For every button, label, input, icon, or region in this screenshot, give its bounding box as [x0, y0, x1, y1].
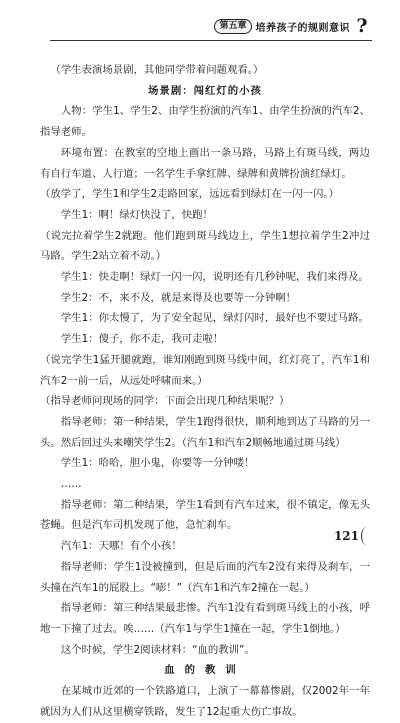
page-number-ornament [361, 527, 372, 545]
paragraph: （说完拉着学生2就跑。他们跑到斑马线边上，学生1想拉着学生2冲过马路。学生2站立着不动。） [40, 229, 370, 263]
paragraph: 学生1：你太慢了，为了安全起见，绿灯闪时，最好也不要过马路。 [60, 312, 369, 325]
paragraph: 指导老师：第二种结果，学生1看到有汽车过来，很不镇定，像无头苍蝇。但是汽车司机发现了他，急忙刹车。 [40, 498, 370, 532]
page-body [40, 60, 370, 723]
chapter-title: 培养孩子的规则意识 [255, 22, 350, 34]
paragraph: （说完学生1猛开腿就跑，谁知刚跑到斑马线中间，红灯亮了，汽车1和汽车2一前一后，从远处呼啸而来。） [40, 353, 370, 387]
header-divider [50, 40, 372, 41]
page-number [334, 527, 372, 545]
paragraph: 在某城市近郊的一个铁路道口，上演了一幕幕惨剧，仅2002年一年就因为人们从这里横穿铁路，发生了12起重大伤亡事故。 [40, 685, 370, 718]
page-header [214, 16, 370, 36]
paragraph: 指导老师：第三种结果最悲惨。汽车1没有看到斑马线上的小孩，呼地一下撞了过去。唉……（汽车1与学生1撞在一起，学生1倒地。） [40, 602, 370, 635]
paragraph: 指导老师：学生1没被撞到，但是后面的汽车2没有来得及刹车，一头撞在汽车1的屁股上。“嘭！”（汽车1和汽车2撞在一起。） [40, 560, 370, 594]
paragraph: 指导老师：第一种结果，学生1跑得很快，顺利地到达了马路的另一头。然后回过头来嘲笑学生2。（汽车1和汽车2顺畅地通过斑马线） [40, 415, 370, 449]
paragraph: （学生表演场景剧，其他同学带着问题观看。） [50, 64, 264, 76]
page-number-text: 121 [333, 529, 359, 543]
paragraph: 学生1：傻子，你不走，我可走啦！ [60, 333, 224, 346]
paragraph: 学生2：不，来不及，就是来得及也要等一分钟啊！ [60, 291, 296, 304]
paragraph: （放学了，学生1和学生2走路回家，远远看到绿灯在一闪一闪。） [40, 188, 339, 201]
ellipsis-line: …… [60, 478, 82, 491]
paragraph: 环境布置：在教室的空地上画出一条马路，马路上有斑马线，两边有自行车道、人行道；一名学生手拿红牌、绿牌和黄牌扮演红绿灯。 [40, 146, 370, 180]
paragraph: 学生1：哈哈，胆小鬼，你要等一分钟喽！ [60, 457, 255, 470]
question-mark-icon: ? [356, 14, 368, 37]
paragraph: 人物：学生1、学生2、由学生扮演的汽车1、由学生扮演的汽车2、指导老师。 [40, 105, 370, 139]
paragraph: 学生1：啊！绿灯快没了，快跑！ [60, 208, 213, 221]
section-title-lesson: 血的教训 [164, 664, 246, 677]
paragraph: （指导老师问现场的同学：下面会出现几种结果呢？） [40, 395, 290, 408]
section-title-scene: 场景剧：闯红灯的小孩 [148, 84, 262, 97]
chapter-tag: 第五章 [214, 19, 251, 34]
paragraph: 这个时候，学生2阅读材料：“血的教训”。 [60, 643, 255, 656]
paragraph: 汽车1：天哪！有个小孩！ [60, 540, 182, 553]
paragraph: 学生1：快走啊！绿灯一闪一闪，说明还有几秒钟呢，我们来得及。 [60, 271, 369, 284]
